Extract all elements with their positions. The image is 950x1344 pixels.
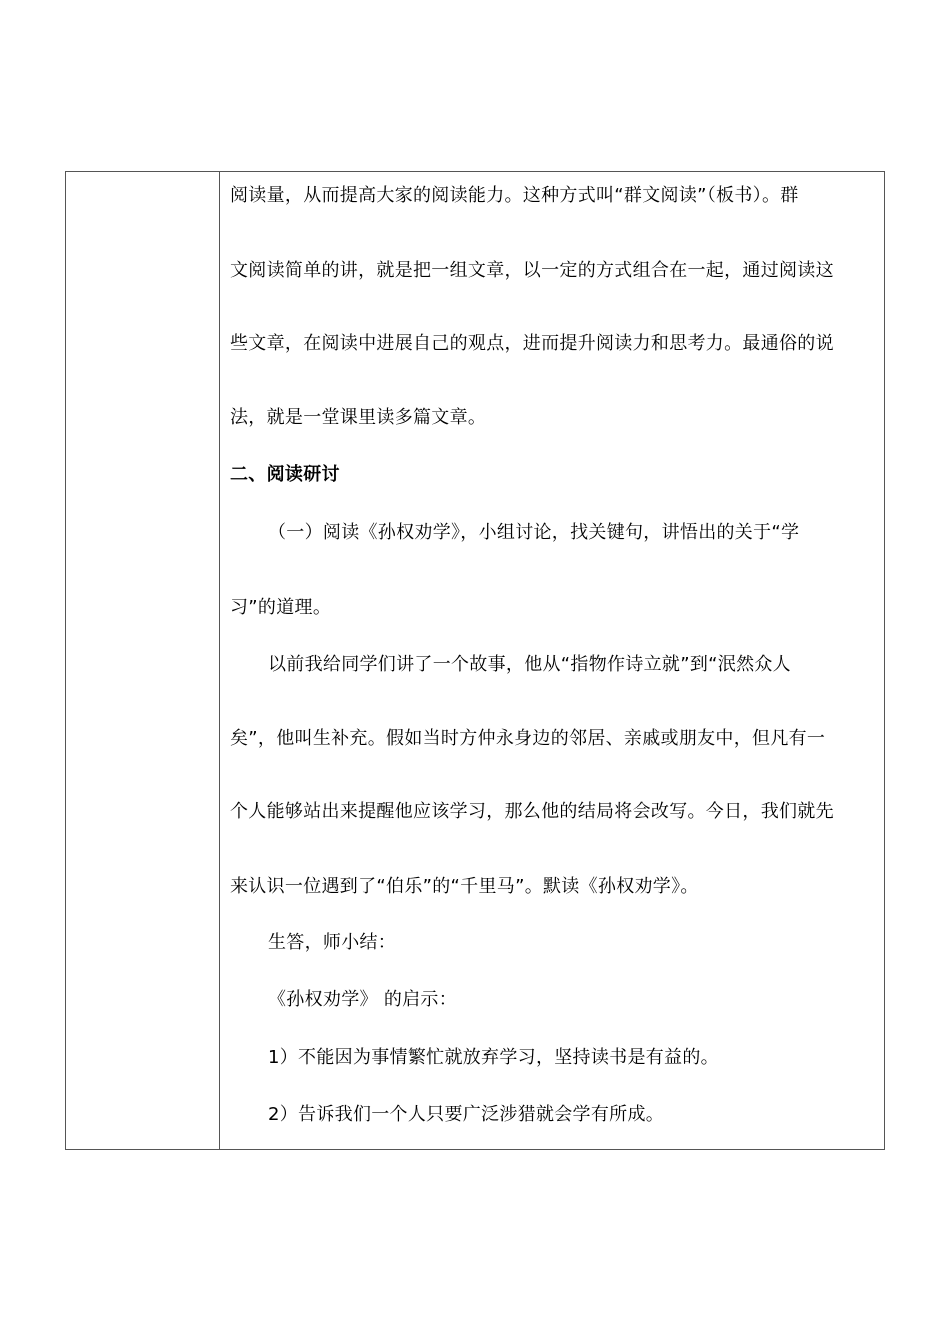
text-line: 来认识一位遇到了“伯乐”的“千里马”。默读《孙权劝学》。: [230, 876, 699, 897]
text-line: 矣”，他叫生补充。假如当时方仲永身边的邻居、亲戚或朋友中，但凡有一: [230, 728, 826, 749]
insight-title: 《孙权劝学》 的启示：: [268, 989, 458, 1010]
insight-item: 2）告诉我们一个人只要广泛涉猎就会学有所成。: [268, 1104, 665, 1125]
task-line: 习”的道理。: [230, 597, 332, 618]
table-left-column: [66, 172, 220, 1149]
lesson-table: [65, 171, 885, 1150]
text-line: 些文章，在阅读中进展自己的观点，进而提升阅读力和思考力。最通俗的说: [230, 333, 834, 354]
text-line: 法，就是一堂课里读多篇文章。: [230, 407, 487, 428]
summary-intro: 生答，师小结：: [268, 932, 397, 953]
text-line: 文阅读简单的讲，就是把一组文章，以一定的方式组合在一起，通过阅读这: [230, 260, 834, 281]
text-line: 个人能够站出来提醒他应该学习，那么他的结局将会改写。今日，我们就先: [230, 801, 834, 822]
text-line: 以前我给同学们讲了一个故事，他从“指物作诗立就”到“泯然众人: [268, 654, 791, 675]
text-line: 阅读量，从而提高大家的阅读能力。这种方式叫“群文阅读”（板书）。群: [230, 185, 799, 206]
task-line: （一）阅读《孙权劝学》，小组讨论，找关键句，讲悟出的关于“学: [268, 522, 800, 543]
table-content-column: [220, 172, 884, 1149]
section-heading: 二、阅读研讨: [230, 464, 340, 485]
insight-item: 1）不能因为事情繁忙就放弃学习，坚持读书是有益的。: [268, 1047, 719, 1068]
